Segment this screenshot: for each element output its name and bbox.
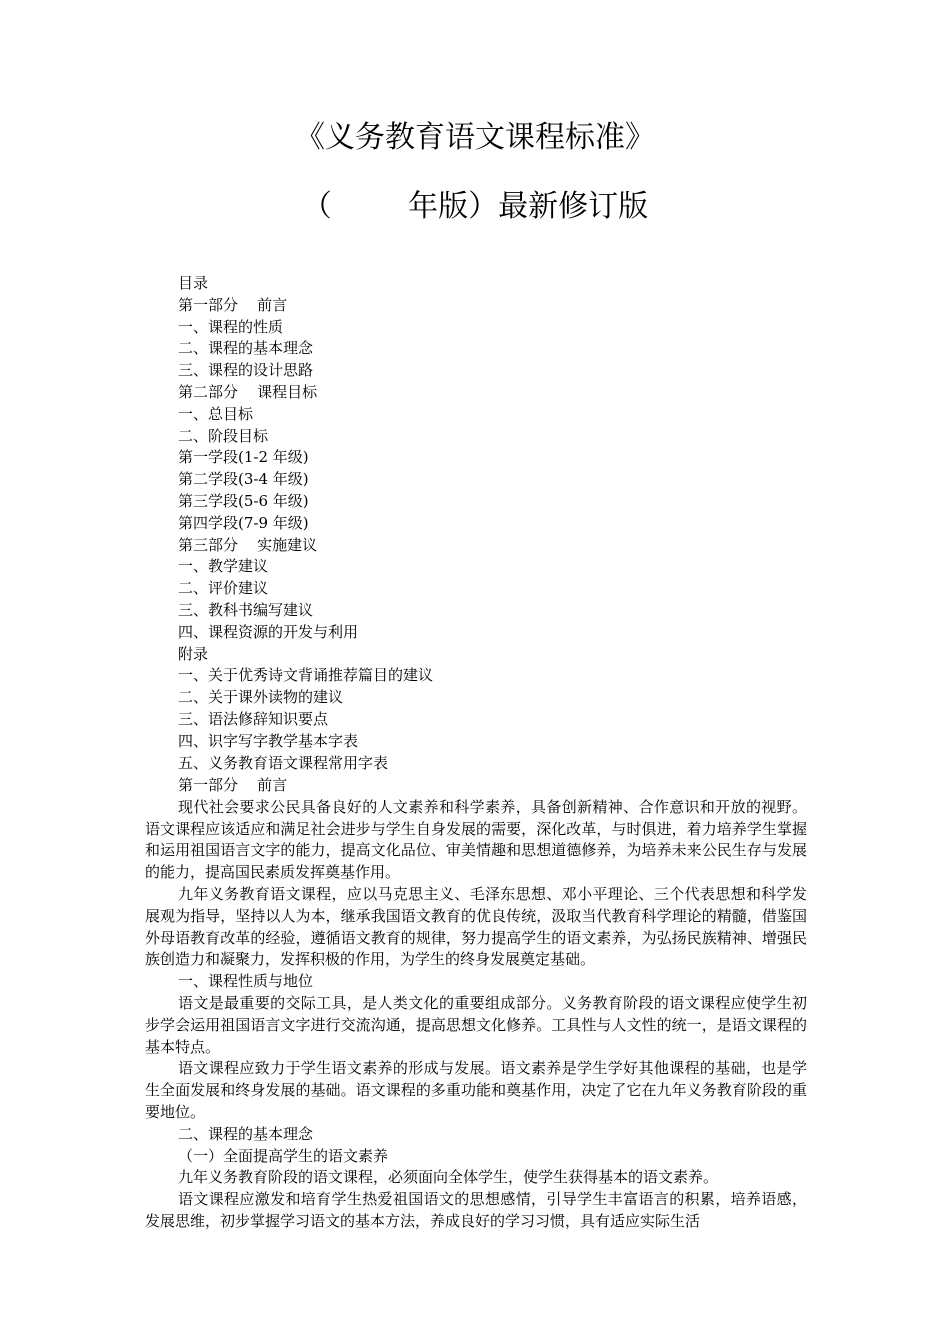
- paragraph: 九年义务教育阶段的语文课程，必须面向全体学生，使学生获得基本的语文素养。: [178, 1168, 719, 1187]
- toc-item: 第四学段(7-9 年级): [178, 513, 309, 532]
- paragraph: 语文课程应激发和培育学生热爱祖国语文的思想感情，引导学生丰富语言的积累，培养语感，发展思维，初步掌握学习语文的基本方法，养成良好的学习习惯，具有适应实际生活: [145, 1190, 807, 1230]
- toc-item: 三、语法修辞知识要点: [178, 709, 329, 728]
- toc-item: 三、课程的设计思路: [178, 361, 314, 380]
- toc-item: 第二部分 课程目标: [178, 382, 318, 401]
- toc-item: 第一学段(1-2 年级): [178, 448, 309, 467]
- toc-item: 一、关于优秀诗文背诵推荐篇目的建议: [178, 666, 434, 685]
- toc-item: 第一部分 前言: [178, 295, 288, 314]
- section-heading: 一、课程性质与地位: [178, 972, 314, 991]
- toc-item: 四、课程资源的开发与利用: [178, 622, 359, 641]
- toc-item: 四、识字写字教学基本字表: [178, 731, 359, 750]
- toc-item: 附录: [178, 644, 209, 663]
- paragraph: 现代社会要求公民具备良好的人文素养和科学素养，具备创新精神、合作意识和开放的视野。语文课程应该适应和满足社会进步与学生自身发展的需要，深化改革，与时俱进，着力培养学生掌握和运用祖国语言文字的能力，提高文化品位、审美情趣和思想道德修养，为培养未来公民生存与发展的能力，提高国民素质发挥奠基作用。: [145, 797, 807, 882]
- toc-heading: 目录: [178, 274, 209, 292]
- document-body: [145, 775, 807, 1233]
- paragraph: 语文课程应致力于学生语文素养的形成与发展。语文素养是学生学好其他课程的基础，也是学生全面发展和终身发展的基础。语文课程的多重功能和奠基作用，决定了它在九年义务教育阶段的重要地位。: [145, 1059, 807, 1121]
- document-subtitle: （ 年版）最新修订版: [301, 189, 649, 224]
- toc-item: 二、课程的基本理念: [178, 339, 314, 358]
- toc-item: 第三学段(5-6 年级): [178, 491, 309, 510]
- toc-item: 二、阶段目标: [178, 426, 269, 445]
- section-heading: 第一部分 前言: [178, 776, 288, 794]
- table-of-contents: [178, 273, 433, 774]
- toc-item: 五、义务教育语文课程常用字表: [178, 753, 389, 772]
- subsection-heading: （一）全面提高学生的语文素养: [178, 1146, 389, 1165]
- section-heading: 二、课程的基本理念: [178, 1124, 314, 1143]
- paragraph: 语文是最重要的交际工具，是人类文化的重要组成部分。义务教育阶段的语文课程应使学生初步学会运用祖国语言文字进行交流沟通，提高思想文化修养。工具性与人文性的统一，是语文课程的基本特点。: [145, 993, 807, 1056]
- toc-item: 第二学段(3-4 年级): [178, 470, 309, 489]
- toc-item: 二、评价建议: [178, 579, 269, 598]
- toc-item: 一、总目标: [178, 404, 254, 423]
- paragraph: 九年义务教育语文课程，应以马克思主义、毛泽东思想、邓小平理论、三个代表思想和科学发展观为指导，坚持以人为本，继承我国语文教育的优良传统，汲取当代教育科学理论的精髓，借鉴国外母语教育改革的经验，遵循语文教育的规律，努力提高学生的语文素养，为弘扬民族精神、增强民族创造力和凝聚力，发挥积极的作用，为学生的终身发展奠定基础。: [145, 884, 807, 969]
- toc-item: 第三部分 实施建议: [178, 535, 318, 554]
- toc-item: 一、教学建议: [178, 557, 269, 576]
- toc-item: 三、教科书编写建议: [178, 600, 314, 619]
- toc-item: 二、关于课外读物的建议: [178, 688, 344, 707]
- document-title: 《义务教育语文课程标准》: [295, 120, 655, 155]
- toc-item: 一、课程的性质: [178, 317, 284, 336]
